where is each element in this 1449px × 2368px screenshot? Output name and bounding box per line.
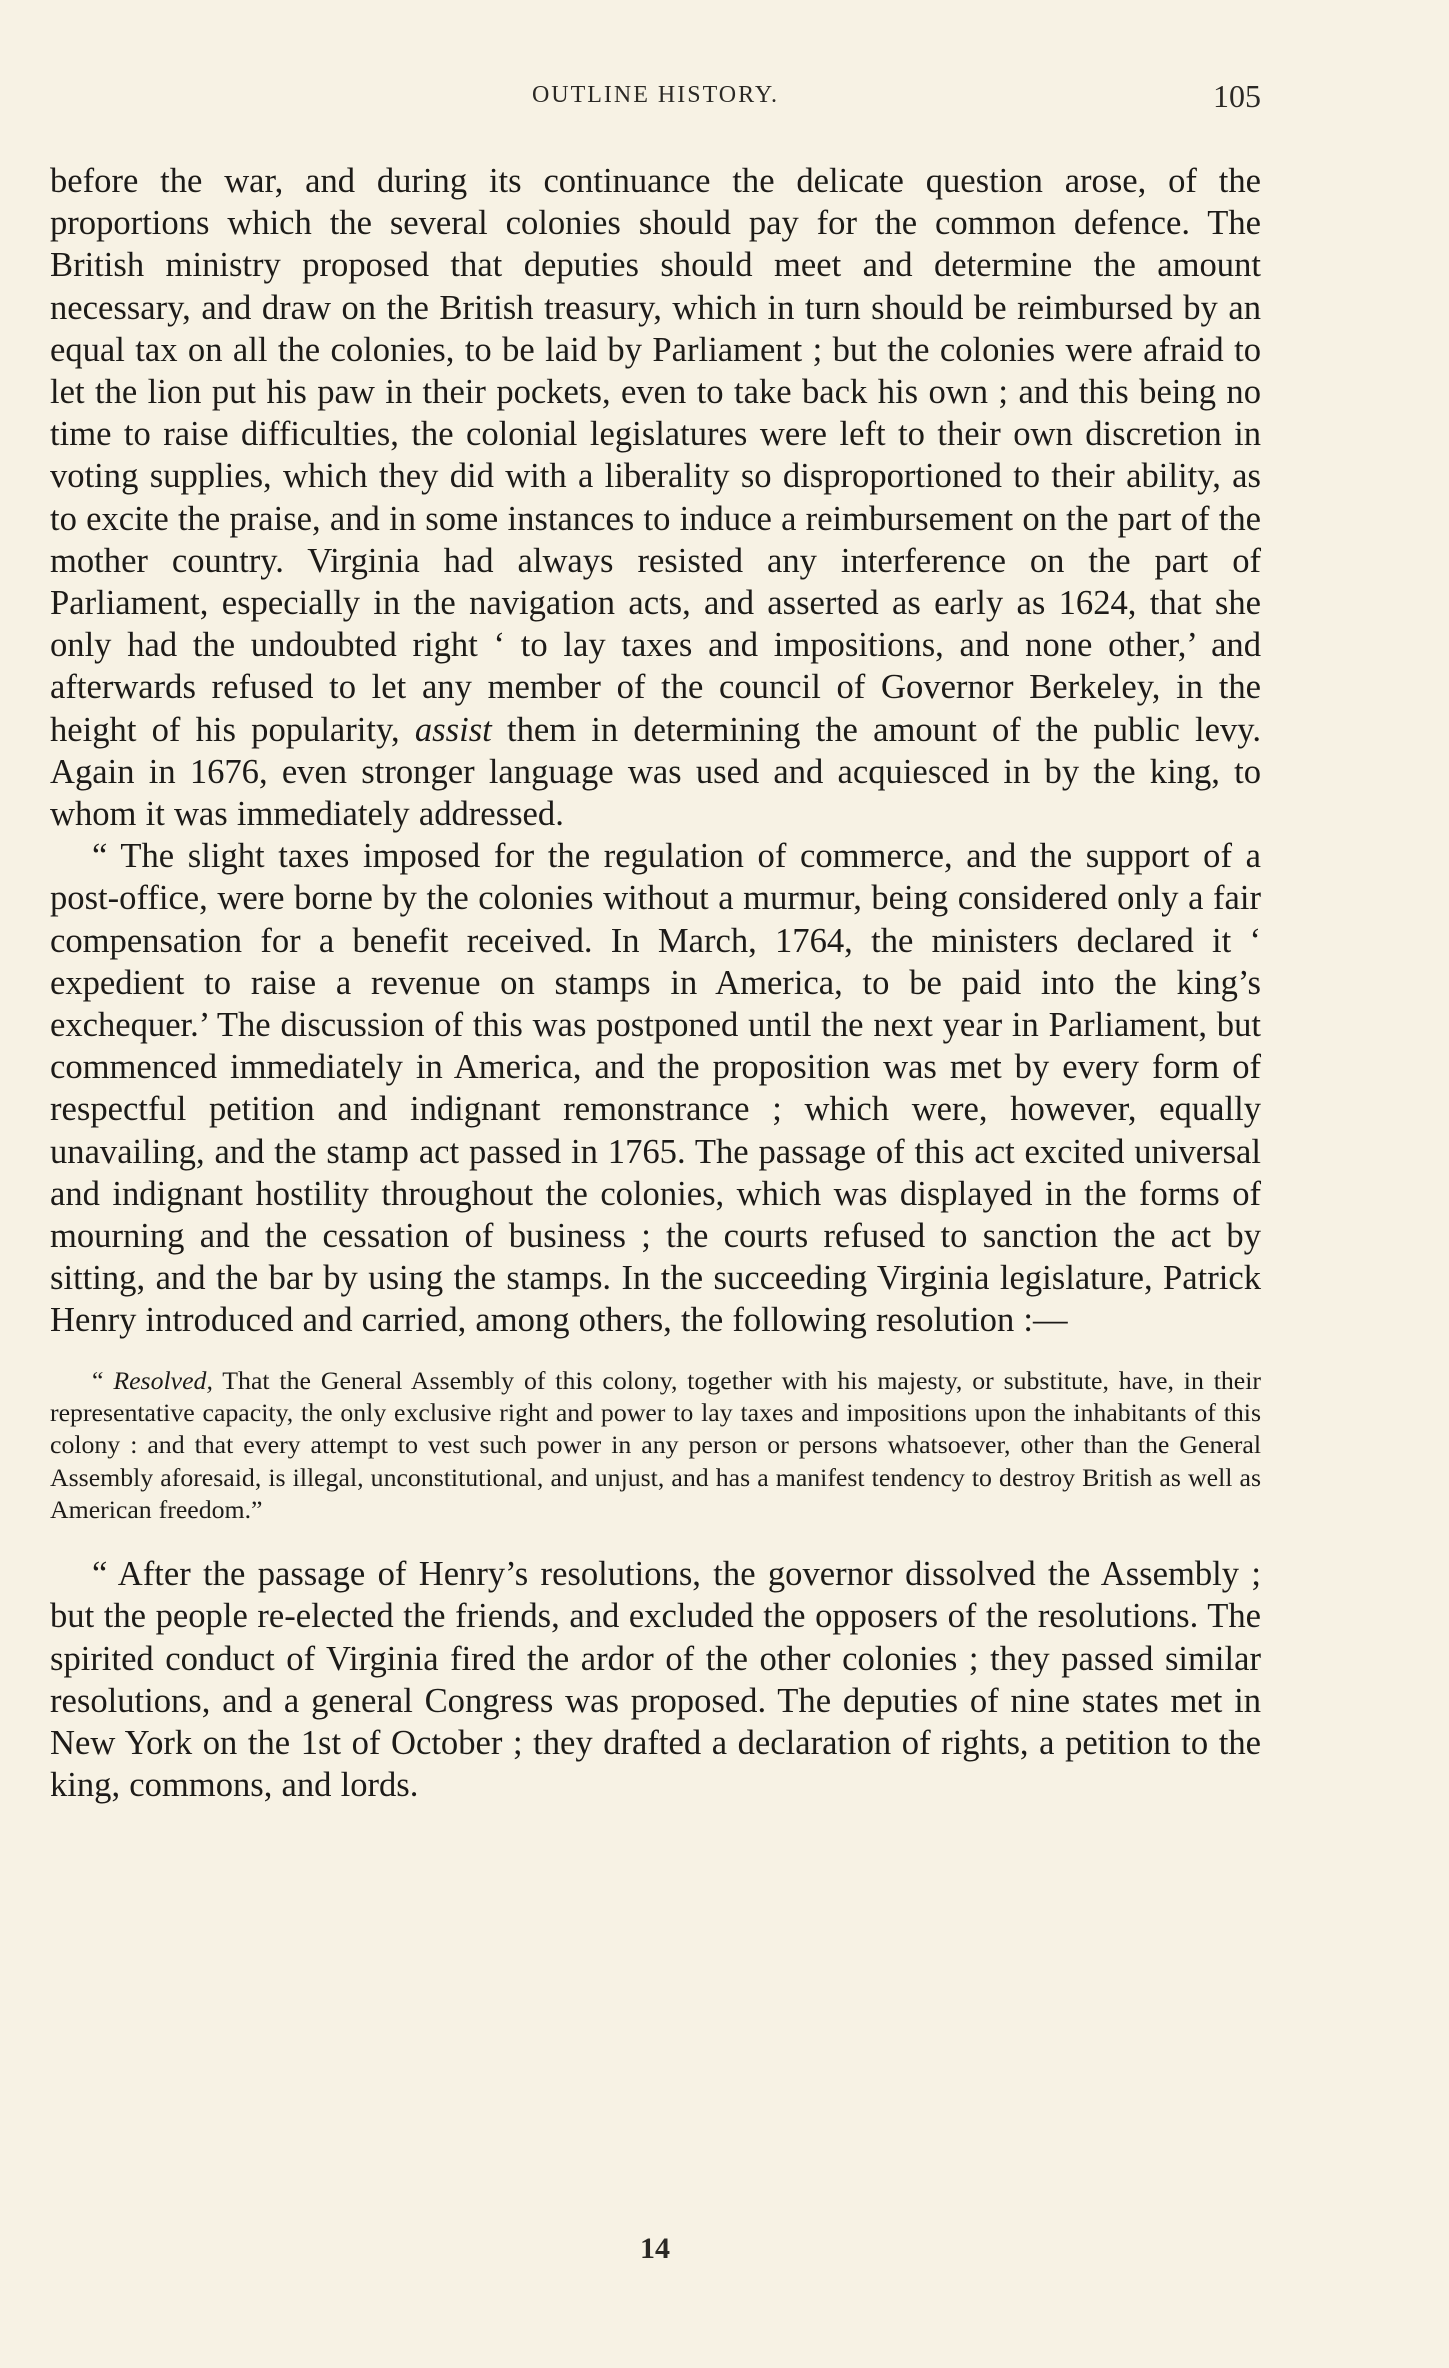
paragraph-text: them in determining the amount of the public levy. Again in 1676, even stronger language was used and acquiesced in by the king, to whom it was immediately addressed. (50, 710, 1261, 834)
paragraph-stamp-act: “ The slight taxes imposed for the regulation of commerce, and the support of a post-office, were borne by the colonies without a murmur, being considered only a fair compensation for a benefit received. In March, 1764, the ministers declared it ‘ expedient to raise a revenue on stamps in America, to be paid into the king’s exchequer.’ The discussion of this was postponed until the next year in Parliament, but commenced immediately in America, and the proposition was met by every form of respectful petition and indignant remonstrance ; which were, however, equally unavailing, and the stamp act passed in 1765. The passage of this act excited universal and indignant hostility throughout the colonies, which was displayed in the forms of mourning and the cessation of business ; the courts refused to sanction the act by sitting, and the bar by using the stamps. In the succeeding Virginia legislature, Patrick Henry introduced and carried, among others, the following resolution :— (50, 837, 1261, 1340)
page-header (50, 78, 1261, 122)
block-quote-resolution (50, 1365, 1261, 1526)
body-text (50, 160, 1261, 1806)
signature-mark: 14 (640, 2232, 670, 2265)
quote-italic-lead: Resolved, (113, 1365, 213, 1395)
quote-text: That the General Assembly of this colony, together with his majesty, or substitute, have, in their representative capacity, the only exclusive right and power to lay taxes and impositions upon the inhabitants of this colony : and that every attempt to vest such power in any person or persons whatsoever, other than the General Assembly aforesaid, is illegal, unconstitutional, and unjust, and has a manifest tendency to destroy British as well as American freedom.” (50, 1365, 1262, 1524)
running-head: OUTLINE HISTORY. (531, 82, 780, 108)
paragraph-war-taxes (50, 160, 1261, 835)
italic-word: assist (414, 710, 492, 749)
paragraph-henry-resolutions: “ After the passage of Henry’s resolutions, the governor dissolved the Assembly ; but the people re-elected the friends, and excluded the opposers of the resolutions. The spirited conduct of Virginia fired the ardor of the other colonies ; they passed similar resolutions, and a general Congress was proposed. The deputies of nine states met in New York on the 1st of October ; they drafted a declaration of rights, a petition to the king, commons, and lords. (50, 1555, 1261, 1805)
paragraph-text: before the war, and during its continuance the delicate question arose, of the proportions which the several colonies should pay for the common defence. The British ministry proposed that deputies should meet and determine the amount necessary, and draw on the British treasury, which in turn should be reimbursed by an equal tax on all the colonies, to be laid by Parliament ; but the colonies were afraid to let the lion put his paw in their pockets, even to take back his own ; and this being no time to raise difficulties, the colonial legislatures were left to their own discretion in voting supplies, which they did with a liberality so disproportioned to their ability, as to excite the praise, and in some instances to induce a reimbursement on the part of the mother country. Virginia had always resisted any interference on the part of Parliament, especially in the navigation acts, and asserted as early as 1624, that she only had the undoubted right ‘ to lay taxes and impositions, and none other,’ and afterwards refused to let any member of the council of Governor Berkeley, in the height of his popularity, (50, 162, 1261, 749)
page-number: 105 (1213, 78, 1261, 114)
quote-open-mark: “ (92, 1365, 104, 1395)
